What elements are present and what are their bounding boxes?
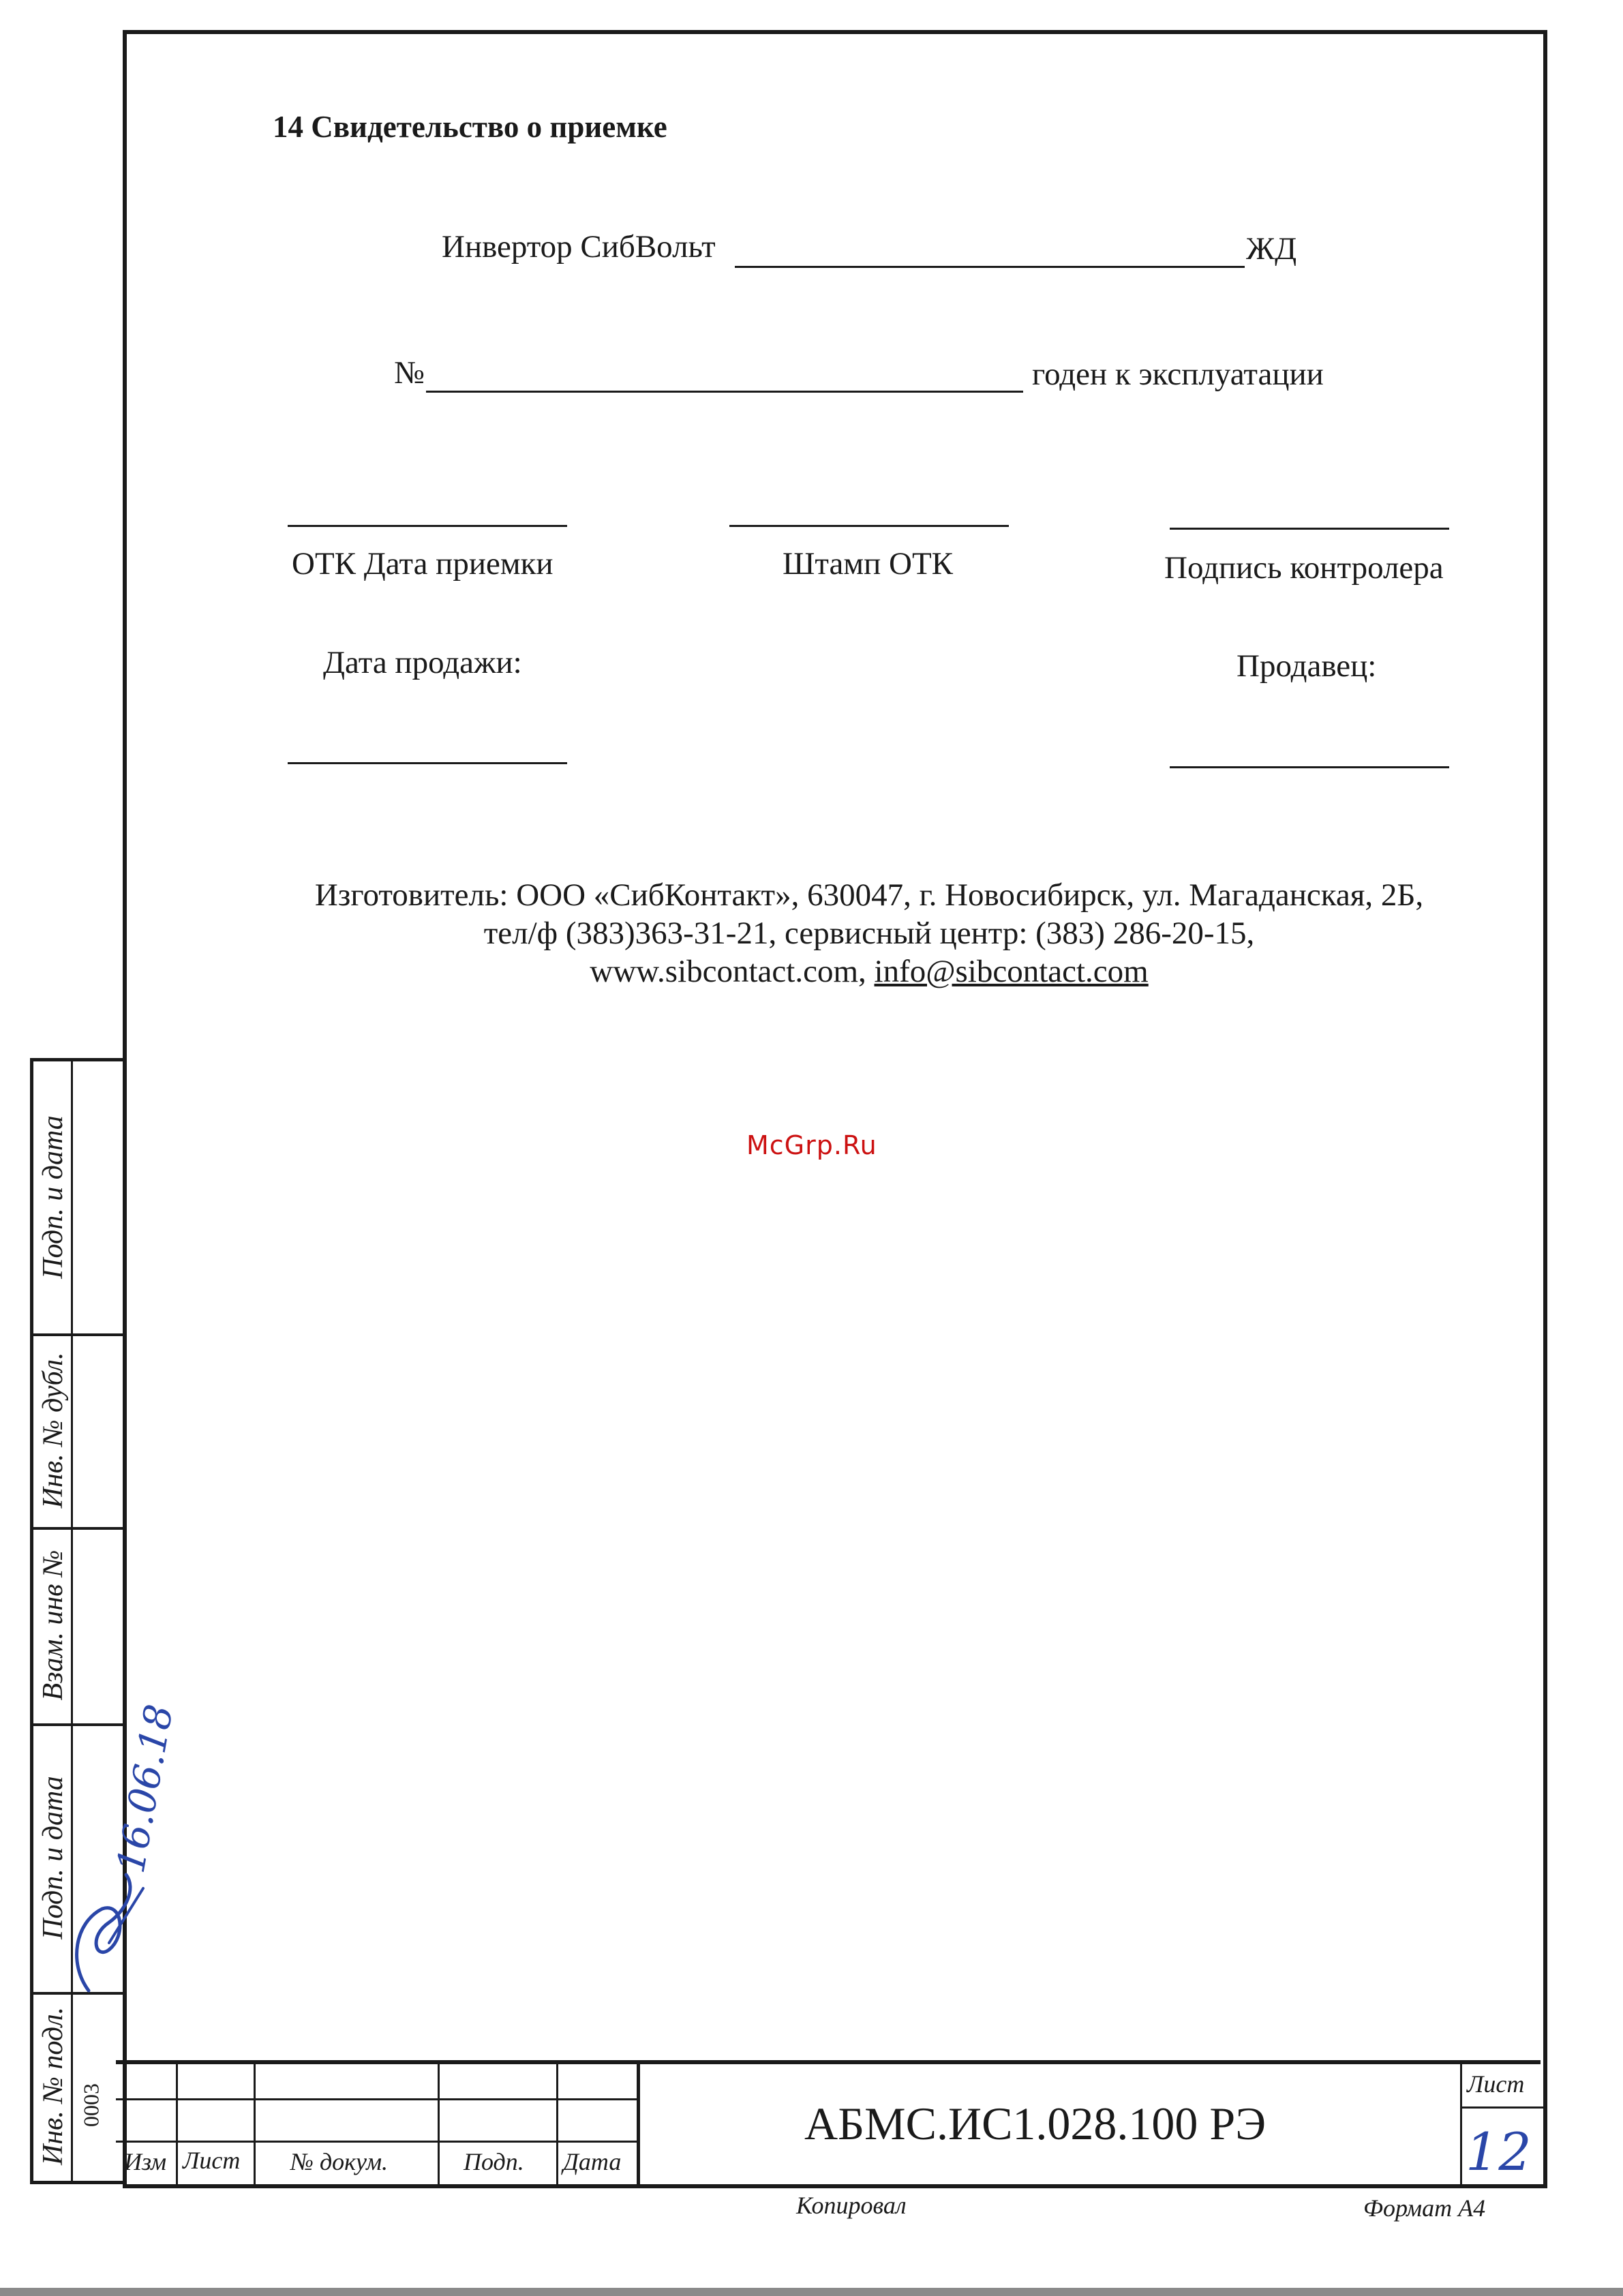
col-date: Дата [563,2148,622,2175]
title-block-divider [176,2060,178,2188]
title-block-divider [254,2060,256,2188]
otk-date-label: ОТК Дата приемки [292,546,553,581]
title-block-divider [438,2060,440,2188]
email-link[interactable]: info@sibcontact.com [874,954,1149,989]
side-strip-rule [30,1992,123,1995]
otk-stamp-blank[interactable] [729,525,1009,527]
section-title: 14 Свидетельство о приемке [273,110,667,144]
document-code: АБМС.ИС1.028.100 РЭ [804,2098,1266,2149]
side-sign-date-bottom: Подп. и дата [37,1776,69,1939]
manufacturer-line-2: тел/ф (383)363-31-21, сервисный центр: (383) 286-20-15, [483,916,1255,951]
serial-number-blank[interactable] [426,391,1023,393]
side-strip-rule [30,1723,123,1726]
side-repl-inv-no: Взам. инв № [37,1550,69,1701]
website-text: www.sibcontact.com, [590,954,875,989]
col-doc-no: № докум. [290,2148,389,2175]
controller-signature-blank[interactable] [1170,528,1449,530]
fit-for-use-text: годен к эксплуатации [1032,357,1324,392]
sheet-label: Лист [1467,2070,1525,2098]
seller-label: Продавец: [1237,648,1377,684]
manufacturer-line-3 [204,952,1534,991]
inverter-label: Инвертор СибВольт [442,229,716,265]
side-strip-rule [30,1333,123,1336]
sheet-number: 12 [1466,2121,1532,2182]
title-block-rule [116,2098,637,2100]
title-block-divider [637,2060,640,2188]
side-strip-rule [30,1527,123,1530]
title-block-divider [1460,2060,1462,2188]
col-izm: Изм [124,2148,167,2175]
inverter-model-blank[interactable] [735,266,1245,268]
side-orig-inv-no: Инв. № подл. [37,2006,69,2166]
col-sign: Подп. [464,2148,524,2175]
inverter-suffix: ЖД [1246,231,1297,267]
title-block-divider [556,2060,558,2188]
handwritten-date: 16.06.18 [108,1701,183,1877]
title-block-rule [1460,2106,1543,2109]
side-strip-divider [71,1058,73,2184]
number-label: № [394,355,425,391]
otk-date-blank[interactable] [288,525,567,527]
manufacturer-line-1: Изготовитель: ООО «СибКонтакт», 630047, г. Новосибирск, ул. Магаданская, 2Б, [314,877,1424,913]
footer-copied: Копировал [796,2192,907,2219]
scan-edge [0,2288,1623,2296]
controller-signature-label: Подпись контролера [1164,550,1444,586]
footer-format: Формат А4 [1363,2194,1486,2222]
seller-blank[interactable] [1170,766,1449,768]
page-frame [123,30,1547,2188]
col-list: Лист [183,2147,241,2174]
sale-date-label: Дата продажи: [323,645,522,680]
title-block-rule [116,2141,637,2143]
manufacturer-info [204,876,1534,991]
otk-stamp-label: Штамп ОТК [783,546,954,581]
side-orig-inv-value: 0003 [78,2083,104,2127]
sale-date-blank[interactable] [288,762,567,764]
watermark: McGrp.Ru [746,1130,877,1160]
side-dup-inv-no: Инв. № дубл. [37,1352,69,1509]
side-sign-date-top: Подп. и дата [37,1115,69,1279]
